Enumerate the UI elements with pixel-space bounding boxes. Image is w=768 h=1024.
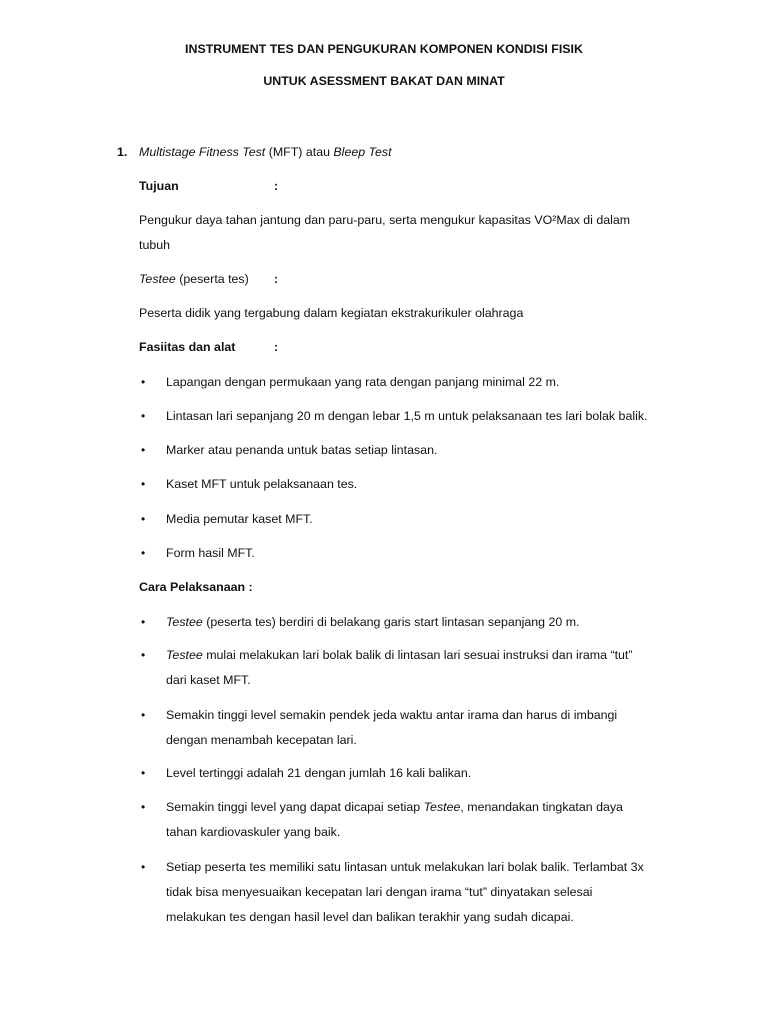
cara-item-5-b: , menandakan tingkatan daya bbox=[460, 800, 623, 814]
fasilitas-item: Media pemutar kaset MFT. bbox=[166, 512, 313, 526]
bullet: • bbox=[141, 512, 146, 526]
testee-label-italic: Testee bbox=[139, 272, 176, 286]
tujuan-label: Tujuan bbox=[139, 179, 179, 193]
fasilitas-colon: : bbox=[274, 340, 279, 354]
cara-item-1 bbox=[166, 615, 580, 629]
tujuan-text-line1: Pengukur daya tahan jantung dan paru-paru, serta mengukur kapasitas VO²Max di dalam bbox=[139, 213, 631, 227]
cara-label: Cara Pelaksanaan : bbox=[139, 580, 253, 594]
bullet: • bbox=[141, 443, 146, 457]
cara-item-6-line3: melakukan tes dengan hasil level dan balikan terakhir yang sudah dicapai. bbox=[166, 910, 574, 924]
cara-item-3-line2: dengan menambah kecepatan lari. bbox=[166, 733, 357, 747]
tujuan-colon: : bbox=[274, 179, 279, 193]
cara-item-5-line2: tahan kardiovaskuler yang baik. bbox=[166, 825, 341, 839]
testee-label-rest: (peserta tes) bbox=[175, 272, 249, 286]
fasilitas-item: Marker atau penanda untuk batas setiap lintasan. bbox=[166, 443, 438, 457]
document-title-line2: UNTUK ASESSMENT BAKAT DAN MINAT bbox=[263, 74, 505, 88]
bullet: • bbox=[141, 409, 146, 423]
cara-item-2-line2: dari kaset MFT. bbox=[166, 673, 251, 687]
bullet: • bbox=[141, 375, 146, 389]
cara-item-6-line1: Setiap peserta tes memiliki satu lintasan untuk melakukan lari bolak balik. Terlambat 3x bbox=[166, 860, 644, 874]
heading-middle: (MFT) atau bbox=[265, 145, 334, 159]
bullet: • bbox=[141, 800, 146, 814]
testee-text: Peserta didik yang tergabung dalam kegiatan ekstrakurikuler olahraga bbox=[139, 306, 524, 320]
heading-italic-1: Multistage Fitness Test bbox=[139, 145, 266, 159]
cara-item-3-line1: Semakin tinggi level semakin pendek jeda waktu antar irama dan harus di imbangi bbox=[166, 708, 618, 722]
cara-item-4: Level tertinggi adalah 21 dengan jumlah 16 kali balikan. bbox=[166, 766, 472, 780]
cara-item-5-a: Semakin tinggi level yang dapat dicapai setiap bbox=[166, 800, 424, 814]
heading-italic-2: Bleep Test bbox=[333, 145, 392, 159]
section-heading bbox=[139, 145, 392, 159]
cara-item-2-rest: mulai melakukan lari bolak balik di lintasan lari sesuai instruksi dan irama “tut” bbox=[202, 648, 633, 662]
fasilitas-label: Fasiitas dan alat bbox=[139, 340, 236, 354]
bullet: • bbox=[141, 546, 146, 560]
bullet: • bbox=[141, 615, 146, 629]
cara-item-2-italic: Testee bbox=[166, 648, 203, 662]
cara-item-5-italic: Testee bbox=[423, 800, 461, 814]
cara-item-6-line2: tidak bisa menyesuaikan kecepatan lari dengan irama “tut” dinyatakan selesai bbox=[166, 885, 593, 899]
bullet: • bbox=[141, 648, 146, 662]
cara-item-5-line1 bbox=[166, 800, 623, 814]
bullet: • bbox=[141, 708, 146, 722]
cara-item-1-rest: (peserta tes) berdiri di belakang garis start lintasan sepanjang 20 m. bbox=[202, 615, 580, 629]
bullet: • bbox=[141, 860, 146, 874]
testee-label bbox=[139, 272, 249, 286]
document-title-line1: INSTRUMENT TES DAN PENGUKURAN KOMPONEN KONDISI FISIK bbox=[185, 42, 583, 56]
fasilitas-item: Lintasan lari sepanjang 20 m dengan lebar 1,5 m untuk pelaksanaan tes lari bolak balik. bbox=[166, 409, 648, 423]
tujuan-text-line2: tubuh bbox=[139, 238, 171, 252]
fasilitas-item: Kaset MFT untuk pelaksanaan tes. bbox=[166, 477, 358, 491]
fasilitas-item: Form hasil MFT. bbox=[166, 546, 255, 560]
cara-item-1-italic: Testee bbox=[166, 615, 203, 629]
section-number: 1. bbox=[117, 145, 128, 159]
testee-colon: : bbox=[274, 272, 279, 286]
bullet: • bbox=[141, 766, 146, 780]
bullet: • bbox=[141, 477, 146, 491]
cara-item-2-line1 bbox=[166, 648, 632, 662]
fasilitas-item: Lapangan dengan permukaan yang rata dengan panjang minimal 22 m. bbox=[166, 375, 560, 389]
